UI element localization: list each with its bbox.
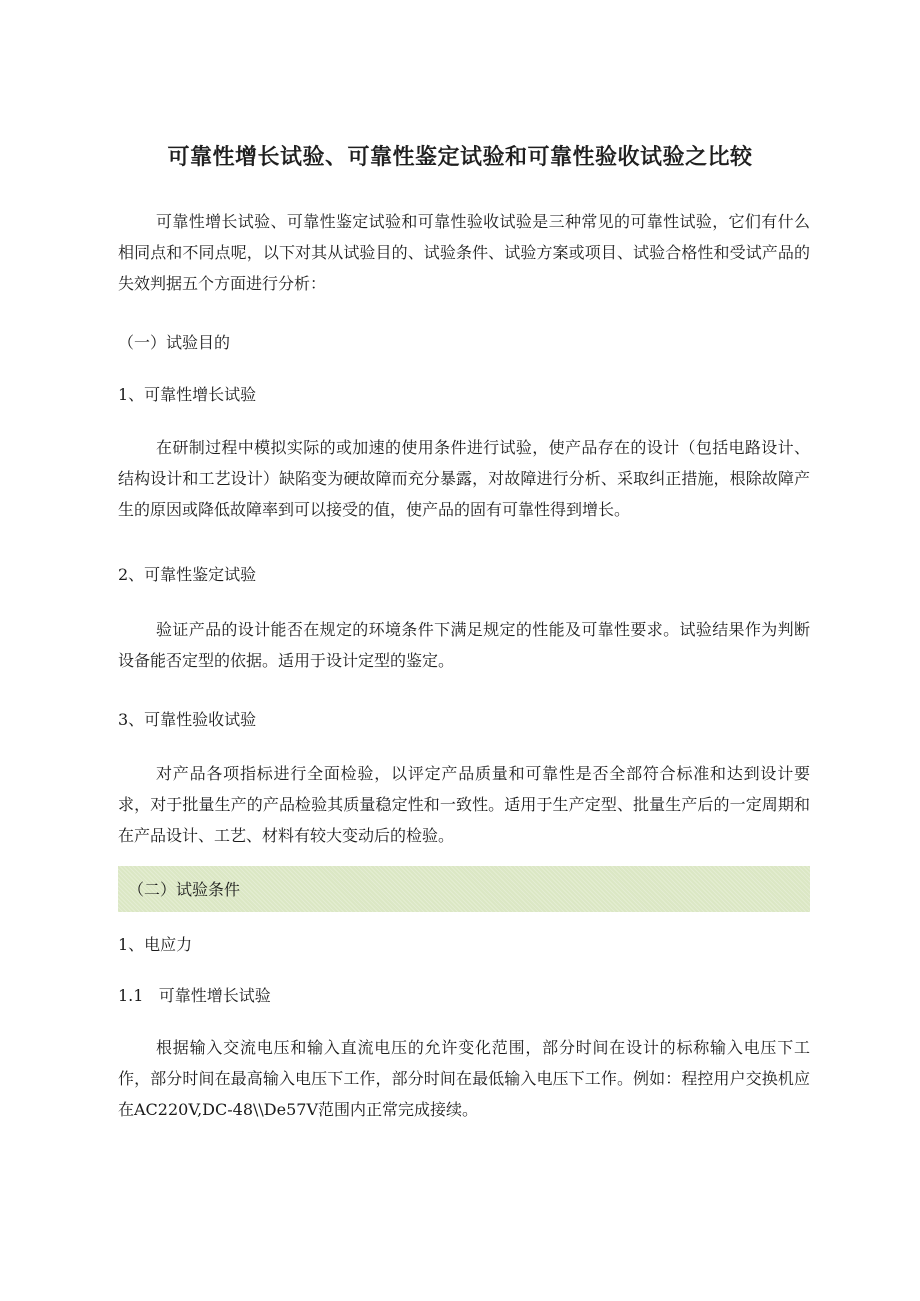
paragraph-qualification-test: 验证产品的设计能否在规定的环境条件下满足规定的性能及可靠性要求。试验结果作为判断设备能否定型的依据。适用于设计定型的鉴定。	[118, 620, 810, 670]
paragraph-acceptance-test: 对产品各项指标进行全面检验，以评定产品质量和可靠性是否全部符合标准和达到设计要求，对于批量生产的产品检验其质量稳定性和一致性。适用于生产定型、批量生产后的一定周期和在产品设计、工艺、材料有较大变动后的检验。	[118, 764, 810, 845]
section-heading-conditions: （二）试验条件	[128, 880, 241, 899]
paragraph-growth-test: 在研制过程中模拟实际的或加速的使用条件进行试验，使产品存在的设计（包括电路设计、结构设计和工艺设计）缺陷变为硬故障而充分暴露，对故障进行分析、采取纠正措施，根除故障产生的原因或降低故障率到可以接受的值，使产品的固有可靠性得到增长。	[118, 438, 810, 519]
subheading-growth-test: 1、可靠性增长试验	[118, 385, 257, 404]
subheading-electrical-stress: 1、电应力	[118, 935, 193, 954]
paragraph-electrical-stress: 根据输入交流电压和输入直流电压的允许变化范围，部分时间在设计的标称输入电压下工作，部分时间在最高输入电压下工作，部分时间在最低输入电压下工作。例如：程控用户交换机应在AC220V,DC-48\\De57V范围内正常完成接续。	[118, 1038, 810, 1119]
highlighted-section-band	[118, 866, 810, 912]
subheading-acceptance-test: 3、可靠性验收试验	[118, 710, 257, 729]
subheading-qualification-test: 2、可靠性鉴定试验	[118, 565, 257, 584]
subheading-growth-test-stress: 1.1 可靠性增长试验	[118, 986, 271, 1005]
intro-paragraph: 可靠性增长试验、可靠性鉴定试验和可靠性验收试验是三种常见的可靠性试验，它们有什么相同点和不同点呢，以下对其从试验目的、试验条件、试验方案或项目、试验合格性和受试产品的失效判据五个方面进行分析：	[118, 212, 810, 293]
document-title: 可靠性增长试验、可靠性鉴定试验和可靠性验收试验之比较	[167, 145, 753, 170]
section-heading-purpose: （一）试验目的	[118, 333, 231, 352]
